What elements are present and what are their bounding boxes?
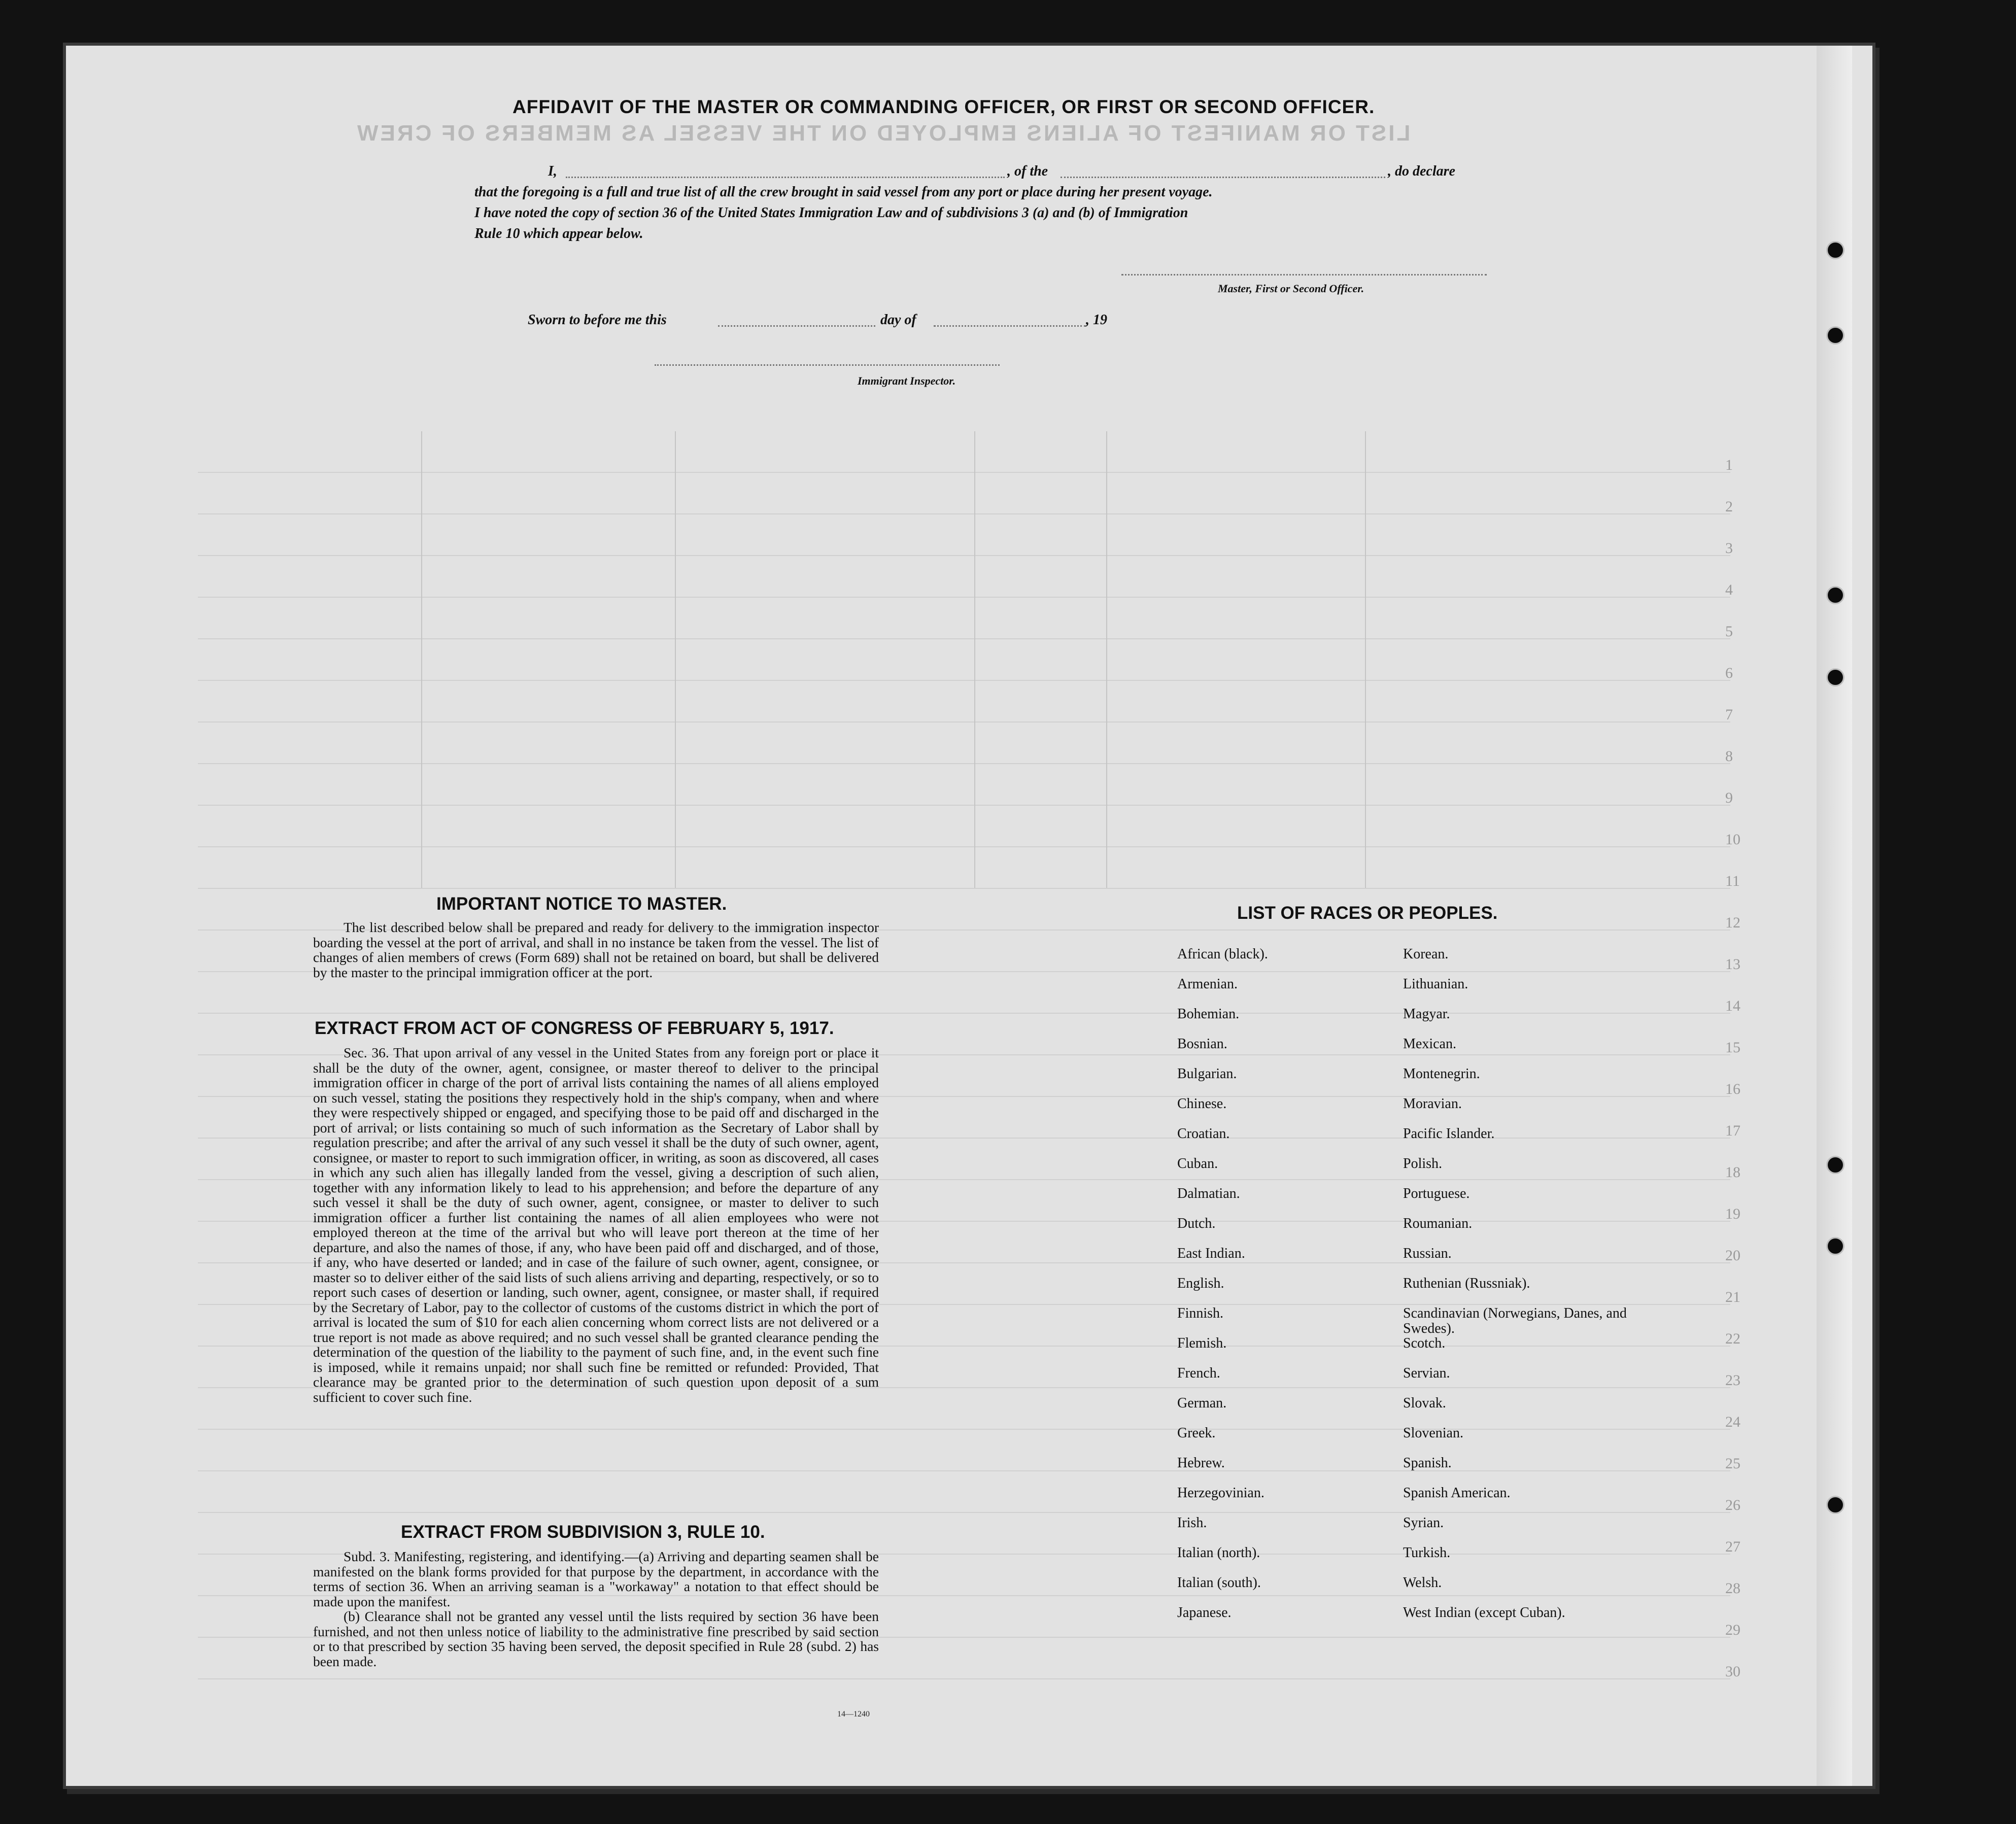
bleed-through-column-line bbox=[421, 431, 422, 888]
race-entry: Polish. bbox=[1403, 1156, 1443, 1172]
race-entry: Chinese. bbox=[1177, 1096, 1227, 1112]
race-entry: Pacific Islander. bbox=[1403, 1126, 1495, 1142]
manifest-page bbox=[66, 46, 1872, 1786]
bleed-through-row-number: 6 bbox=[1725, 665, 1733, 681]
bleed-through-row-number: 28 bbox=[1725, 1580, 1740, 1597]
bleed-through-row-number: 4 bbox=[1725, 581, 1733, 598]
punch-hole bbox=[1826, 241, 1844, 259]
race-entry: Syrian. bbox=[1403, 1515, 1444, 1531]
bleed-through-row-number: 5 bbox=[1725, 623, 1733, 640]
race-entry: Dutch. bbox=[1177, 1216, 1216, 1231]
race-entry: Greek. bbox=[1177, 1425, 1216, 1441]
bleed-through-row-number: 15 bbox=[1725, 1039, 1740, 1056]
master-signature-blank bbox=[1121, 274, 1487, 276]
master-signature-label: Master, First or Second Officer. bbox=[1218, 282, 1364, 295]
rule-extract-title: EXTRACT FROM SUBDIVISION 3, RULE 10. bbox=[401, 1522, 765, 1542]
race-entry: Scandinavian (Norwegians, Danes, and Swedes). bbox=[1403, 1305, 1627, 1336]
race-entry: French. bbox=[1177, 1365, 1220, 1381]
affidavit-i: I, bbox=[548, 163, 557, 179]
inspector-signature-blank bbox=[655, 364, 1000, 366]
bleed-through-title: LIST OR MANIFEST OF ALIENS EMPLOYED ON THE VESSEL AS MEMBERS OF CREW bbox=[355, 121, 1411, 146]
form-number: 14—1240 bbox=[837, 1710, 870, 1718]
sworn-year-label: , 19 bbox=[1086, 312, 1107, 328]
vessel-blank bbox=[1061, 177, 1385, 178]
bleed-through-row-number: 16 bbox=[1725, 1081, 1740, 1097]
bleed-through-row-number: 23 bbox=[1725, 1372, 1740, 1389]
rule-text-b: (b) Clearance shall not be granted any vessel until the lists required by section 36 have been furnished, and not then unless notice of liability to the administrative fine prescribed by said section or to that prescribed by section 35 having been served, the deposit specified in Rule 28 (subd. 2) has been made. bbox=[313, 1608, 879, 1669]
race-entry: East Indian. bbox=[1177, 1246, 1245, 1261]
bleed-through-row-number: 17 bbox=[1725, 1122, 1740, 1139]
punch-hole bbox=[1826, 326, 1844, 345]
race-entry: Scotch. bbox=[1403, 1335, 1446, 1351]
races-left-column bbox=[1177, 947, 1390, 1635]
bleed-through-column-line bbox=[974, 431, 975, 888]
sworn-day-label: day of bbox=[880, 312, 916, 328]
bleed-through-row-number: 1 bbox=[1725, 457, 1733, 473]
bleed-through-row-number: 20 bbox=[1725, 1247, 1740, 1264]
sworn-month-blank bbox=[934, 325, 1086, 327]
affidavit-declare: , do declare bbox=[1388, 163, 1455, 179]
rule-extract-text bbox=[313, 1549, 879, 1669]
race-entry: Russian. bbox=[1403, 1246, 1452, 1261]
bleed-through-row-line bbox=[198, 555, 1730, 556]
bleed-through-row-line bbox=[198, 888, 1730, 889]
bleed-through-row-line bbox=[198, 638, 1730, 639]
bleed-through-row-number: 27 bbox=[1725, 1538, 1740, 1555]
page-fold bbox=[1817, 46, 1852, 1786]
sworn-prefix: Sworn to before me this bbox=[528, 312, 667, 328]
race-entry: Portuguese. bbox=[1403, 1186, 1470, 1201]
race-entry: Roumanian. bbox=[1403, 1216, 1473, 1231]
race-entry: Japanese. bbox=[1177, 1605, 1232, 1621]
punch-hole bbox=[1826, 668, 1844, 686]
race-entry: Welsh. bbox=[1403, 1575, 1442, 1591]
bleed-through-row-number: 12 bbox=[1725, 914, 1740, 931]
race-entry: Ruthenian (Russniak). bbox=[1403, 1276, 1530, 1291]
bleed-through-row-line bbox=[198, 513, 1730, 514]
race-entry: Slovenian. bbox=[1403, 1425, 1463, 1441]
race-entry: Dalmatian. bbox=[1177, 1186, 1240, 1201]
act-extract-title: EXTRACT FROM ACT OF CONGRESS OF FEBRUARY 5, 1917. bbox=[315, 1018, 834, 1038]
bleed-through-row-number: 18 bbox=[1725, 1164, 1740, 1181]
bleed-through-row-number: 11 bbox=[1725, 873, 1740, 889]
race-entry: Magyar. bbox=[1403, 1006, 1450, 1022]
race-entry: Finnish. bbox=[1177, 1305, 1224, 1321]
bleed-through-row-number: 3 bbox=[1725, 540, 1733, 557]
races-title: LIST OF RACES OR PEOPLES. bbox=[1237, 903, 1498, 923]
bleed-through-row-number: 13 bbox=[1725, 956, 1740, 973]
bleed-through-row-line bbox=[198, 805, 1730, 806]
race-entry: Montenegrin. bbox=[1403, 1066, 1480, 1082]
race-entry: Cuban. bbox=[1177, 1156, 1218, 1172]
race-entry: Herzegovinian. bbox=[1177, 1485, 1265, 1501]
inspector-signature-label: Immigrant Inspector. bbox=[858, 374, 956, 387]
punch-hole bbox=[1826, 1237, 1844, 1255]
rule-text-a: Subd. 3. Manifesting, registering, and identifying.—(a) Arriving and departing seamen shall be manifested on the blank forms provided for that purpose by the department, in accordance with the terms of section 36. When an arriving seaman is a "workaway" a notation to that effect should be made upon the manifest. bbox=[313, 1548, 879, 1609]
bleed-through-row-number: 21 bbox=[1725, 1289, 1740, 1305]
punch-hole bbox=[1826, 1156, 1844, 1174]
bleed-through-row-number: 7 bbox=[1725, 706, 1733, 723]
race-entry: Armenian. bbox=[1177, 976, 1238, 992]
bleed-through-row-line bbox=[198, 721, 1730, 722]
bleed-through-row-number: 24 bbox=[1725, 1414, 1740, 1430]
race-entry: Croatian. bbox=[1177, 1126, 1230, 1142]
notice-title: IMPORTANT NOTICE TO MASTER. bbox=[436, 894, 727, 914]
bleed-through-row-number: 10 bbox=[1725, 831, 1740, 848]
punch-hole bbox=[1826, 586, 1844, 604]
bleed-through-row-number: 26 bbox=[1725, 1497, 1740, 1513]
bleed-through-row-number: 8 bbox=[1725, 748, 1733, 765]
affidavit-title: AFFIDAVIT OF THE MASTER OR COMMANDING OFFICER, OR FIRST OR SECOND OFFICER. bbox=[512, 96, 1375, 117]
bleed-through-row-line bbox=[198, 1678, 1730, 1679]
sworn-day-blank bbox=[718, 325, 875, 327]
race-entry: West Indian (except Cuban). bbox=[1403, 1605, 1565, 1621]
affidavit-line2: that the foregoing is a full and true list of all the crew brought in said vessel from any port or place during her present voyage. bbox=[474, 184, 1213, 200]
name-blank bbox=[566, 177, 1005, 178]
race-entry: Moravian. bbox=[1403, 1096, 1462, 1112]
race-entry: Lithuanian. bbox=[1403, 976, 1468, 992]
race-entry: Mexican. bbox=[1403, 1036, 1456, 1052]
bleed-through-column-line bbox=[1365, 431, 1366, 888]
race-entry: English. bbox=[1177, 1276, 1224, 1291]
act-extract-text: Sec. 36. That upon arrival of any vessel in the United States from any foreign port or place it shall be the duty of the owner, agent, consignee, or master thereof to deliver to the principal immigration officer in charge of the port of arrival lists containing the names of all aliens employed on such vessel, stating the positions they respectively hold in the ship's company, when and where they were respectively shipped or engaged, and specifying those to be paid off and discharged in the port of arrival; or lists containing so much of such information as the Secretary of Labor shall by regulation prescribe; and after the arrival of any such vessel it shall be the duty of such owner, agent, consignee, or master to report to such immigration officer, in writing, as soon as discovered, all cases in which any such alien has illegally landed from the vessel, giving a description of such alien, together with any information likely to lead to his apprehension; and before the departure of any such vessel it shall be the duty of such owner, agent, consignee, or master to deliver to such immigration officer a further list containing the names of all alien employees who were not employed thereon at the time of the arrival but who will leave port thereon at the time of her departure, and also the names of those, if any, who have been paid off and discharged, and of those, if any, who have deserted or landed; and in case of the failure of such owner, agent, consignee, or master so to deliver either of the said lists of such aliens arriving and departing, respectively, or so to report such cases of desertion or landing, such owner, agent, consignee, or master shall, if required by the Secretary of Labor, pay to the collector of customs of the customs district in which the port of arrival is located the sum of $10 for each alien concerning whom correct lists are not delivered or a true report is not made as above required; and no such vessel shall be granted clearance pending the determination of the question of the liability to the payment of such fine, and, in the event such fine is imposed, while it remains unpaid; nor shall such fine be remitted or refunded: Provided, That clearance may be granted prior to the determination of such question upon deposit of a sum sufficient to cover such fine. bbox=[313, 1045, 879, 1405]
bleed-through-row-number: 29 bbox=[1725, 1622, 1740, 1638]
bleed-through-row-number: 2 bbox=[1725, 498, 1733, 515]
bleed-through-row-number: 14 bbox=[1725, 997, 1740, 1014]
bleed-through-row-number: 30 bbox=[1725, 1663, 1740, 1680]
race-entry: African (black). bbox=[1177, 946, 1268, 962]
race-entry: German. bbox=[1177, 1395, 1227, 1411]
race-entry: Spanish. bbox=[1403, 1455, 1452, 1471]
race-entry: Hebrew. bbox=[1177, 1455, 1225, 1471]
race-entry: Flemish. bbox=[1177, 1335, 1227, 1351]
race-entry: Italian (south). bbox=[1177, 1575, 1261, 1591]
race-entry: Bosnian. bbox=[1177, 1036, 1227, 1052]
punch-hole bbox=[1826, 1496, 1844, 1514]
race-entry: Turkish. bbox=[1403, 1545, 1451, 1561]
race-entry: Bulgarian. bbox=[1177, 1066, 1237, 1082]
bleed-through-row-line bbox=[198, 846, 1730, 847]
bleed-through-row-number: 22 bbox=[1725, 1330, 1740, 1347]
race-entry: Servian. bbox=[1403, 1365, 1450, 1381]
bleed-through-column-line bbox=[675, 431, 676, 888]
race-entry: Bohemian. bbox=[1177, 1006, 1240, 1022]
bleed-through-row-number: 9 bbox=[1725, 789, 1733, 806]
bleed-through-row-line bbox=[198, 472, 1730, 473]
bleed-through-row-number: 19 bbox=[1725, 1206, 1740, 1222]
races-right-column bbox=[1403, 947, 1647, 1635]
notice-text: The list described below shall be prepared and ready for delivery to the immigration inspector boarding the vessel at the port of arrival, and shall in no instance be taken from the vessel. The list of changes of alien members of crews (Form 689) shall not be retained on board, but shall be delivered by the master to the principal immigration officer at the port. bbox=[313, 919, 879, 980]
race-entry: Irish. bbox=[1177, 1515, 1207, 1531]
affidavit-line4: Rule 10 which appear below. bbox=[474, 226, 643, 242]
race-entry: Italian (north). bbox=[1177, 1545, 1260, 1561]
bleed-through-row-line bbox=[198, 680, 1730, 681]
bleed-through-row-line bbox=[198, 763, 1730, 764]
race-entry: Spanish American. bbox=[1403, 1485, 1511, 1501]
race-entry: Korean. bbox=[1403, 946, 1449, 962]
race-entry: Slovak. bbox=[1403, 1395, 1446, 1411]
bleed-through-row-number: 25 bbox=[1725, 1455, 1740, 1472]
bleed-through-row-line bbox=[198, 597, 1730, 598]
affidavit-of-the: , of the bbox=[1007, 163, 1048, 179]
bleed-through-column-line bbox=[1106, 431, 1107, 888]
affidavit-line3: I have noted the copy of section 36 of the United States Immigration Law and of subdivisions 3 (a) and (b) of Immigration bbox=[474, 205, 1188, 221]
